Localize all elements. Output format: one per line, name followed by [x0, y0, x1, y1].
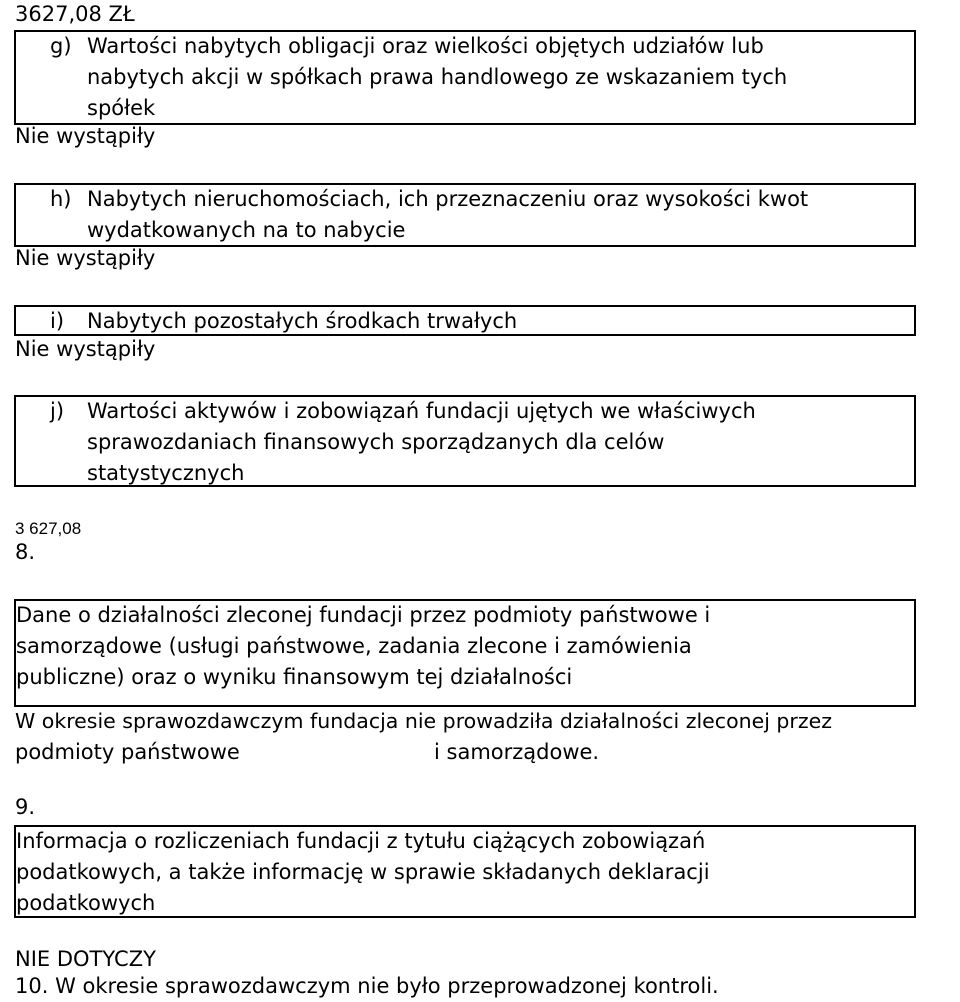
item-g-answer: Nie wystąpiły: [15, 124, 156, 148]
section-8-heading-line-2: samorządowe (usługi państwowe, zadania zlecone i zamówienia: [16, 634, 692, 658]
top-amount: 3627,08 ZŁ: [15, 2, 135, 26]
section-9-number: 9.: [15, 795, 36, 819]
section-8-body-line-1: W okresie sprawozdawczym fundacja nie prowadziła działalności zleconej przez: [15, 709, 832, 733]
section-9-answer: NIE DOTYCZY: [15, 947, 156, 971]
section-9-heading-line-1: Informacja o rozliczeniach fundacji z tytułu ciążących zobowiązań: [16, 829, 706, 853]
item-h-box: [14, 183, 916, 247]
section-9-heading-line-2: podatkowych, a także informację w sprawie składanych deklaracji: [16, 860, 710, 884]
item-j-line-1: Wartości aktywów i zobowiązań fundacji ujętych we właściwych: [87, 399, 756, 423]
item-g-marker: g): [50, 34, 72, 58]
item-j-answer: 3 627,08: [15, 519, 82, 538]
item-g-box: [14, 30, 916, 125]
item-i-box: [14, 305, 916, 336]
item-h-line-2: wydatkowanych na to nabycie: [87, 218, 406, 242]
section-8-heading-line-3: publiczne) oraz o wyniku finansowym tej działalności: [16, 665, 573, 689]
item-j-line-3: statystycznych: [87, 461, 245, 485]
section-10-text: 10. W okresie sprawozdawczym nie było przeprowadzonej kontroli.: [15, 974, 719, 998]
section-9-heading-box: [14, 825, 916, 918]
item-g-line-1: Wartości nabytych obligacji oraz wielkości objętych udziałów lub: [87, 34, 764, 58]
item-i-line-1: Nabytych pozostałych środkach trwałych: [87, 309, 518, 333]
section-8-heading-line-1: Dane o działalności zleconej fundacji przez podmioty państwowe i: [16, 603, 711, 627]
section-8-body-line-2a: podmioty państwowe: [15, 740, 240, 764]
section-9-heading-line-3: podatkowych: [16, 891, 156, 915]
item-h-marker: h): [50, 187, 72, 211]
item-i-marker: i): [50, 309, 65, 333]
item-j-box: [14, 395, 916, 487]
item-j-marker: j): [50, 399, 65, 423]
section-8-body-line-2b: i samorządowe.: [434, 740, 600, 764]
item-h-line-1: Nabytych nieruchomościach, ich przeznaczeniu oraz wysokości kwot: [87, 187, 809, 211]
item-h-answer: Nie wystąpiły: [15, 246, 156, 270]
section-8-number: 8.: [15, 540, 36, 564]
item-i-answer: Nie wystąpiły: [15, 337, 156, 361]
section-8-heading-box: [14, 599, 916, 707]
item-g-line-2: nabytych akcji w spółkach prawa handlowego ze wskazaniem tych: [87, 65, 788, 89]
item-j-line-2: sprawozdaniach finansowych sporządzanych dla celów: [87, 430, 665, 454]
item-g-line-3: spółek: [87, 96, 156, 120]
